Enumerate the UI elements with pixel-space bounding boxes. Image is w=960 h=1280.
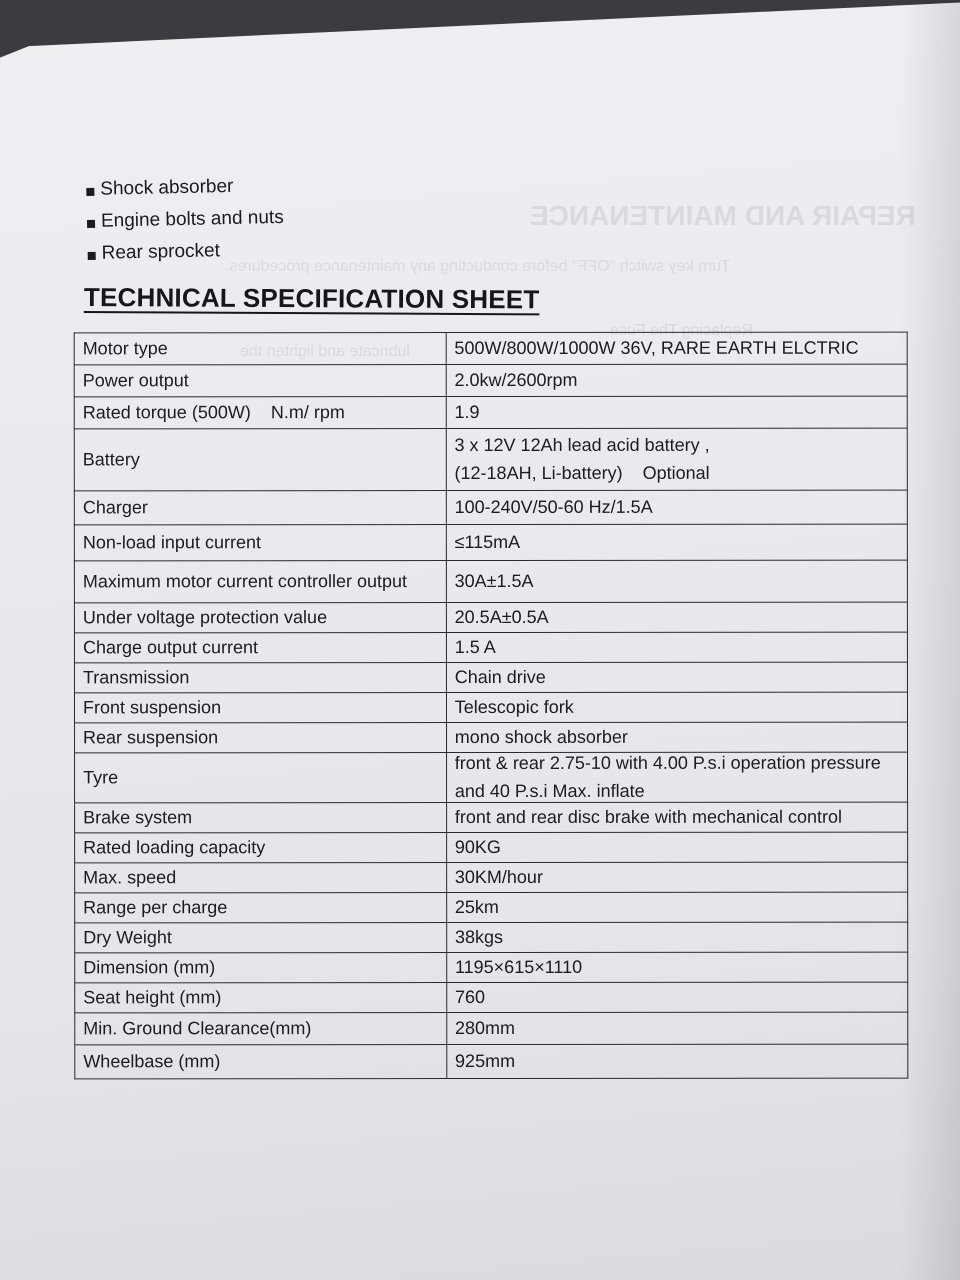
spec-value (446, 364, 907, 396)
spec-row (75, 832, 908, 863)
spec-row (74, 632, 907, 663)
spec-value (446, 524, 907, 560)
spec-value (446, 560, 907, 602)
spec-row (74, 364, 907, 397)
spec-row (75, 982, 908, 1013)
spec-label: Min. Ground Clearance(mm) (75, 1013, 447, 1045)
spec-value (446, 802, 907, 832)
bullet-text: Shock absorber (100, 175, 234, 200)
spec-value (447, 1012, 908, 1044)
spec-label: Charge output current (74, 633, 446, 663)
spec-value-line: 925mm (455, 1050, 516, 1071)
spec-label: Rear suspension (75, 723, 447, 753)
bullet-list (86, 170, 285, 270)
spec-value (447, 1044, 908, 1078)
spec-label: Dry Weight (75, 923, 447, 953)
spec-value (446, 862, 907, 892)
spec-label: Max. speed (75, 863, 447, 893)
spec-label: Wheelbase (mm) (75, 1045, 447, 1079)
spec-label: Transmission (74, 663, 446, 693)
spec-row (74, 662, 907, 693)
spec-value-line: 38kgs (454, 926, 503, 947)
spec-row (75, 862, 908, 893)
bullet-text: Rear sprocket (101, 240, 221, 264)
spec-row (75, 1012, 908, 1045)
spec-value (446, 752, 907, 803)
spec-label: Seat height (mm) (75, 983, 447, 1013)
spec-value-line: 30KM/hour (454, 866, 543, 887)
bullet-square-icon (88, 252, 96, 260)
spec-label: Rated torque (500W) N.m/ rpm (74, 397, 446, 429)
bullet-item (87, 234, 284, 270)
spec-value (446, 332, 907, 364)
spec-value-line: and 40 P.s.i Max. inflate (454, 780, 645, 801)
spec-label: Brake system (75, 803, 447, 833)
spec-row (74, 560, 907, 603)
bullet-square-icon (86, 188, 94, 196)
spec-value (446, 632, 907, 662)
spec-value (446, 490, 907, 524)
spec-label: Rated loading capacity (75, 833, 447, 863)
spec-value-line: 1195×615×1110 (454, 956, 583, 977)
spec-table (74, 332, 909, 1080)
spec-label: Charger (74, 491, 446, 525)
spec-value (446, 982, 907, 1012)
spec-value (446, 602, 907, 632)
spec-value (446, 832, 907, 862)
page-title: TECHNICAL SPECIFICATION SHEET (83, 282, 540, 315)
spec-value-line: Telescopic fork (454, 696, 574, 717)
spec-label: Motor type (74, 333, 446, 365)
spec-row (75, 802, 908, 833)
spec-value-line: 30A±1.5A (454, 570, 534, 591)
spec-value (446, 428, 907, 490)
spec-row (74, 490, 907, 525)
spec-label: Non-load input current (74, 525, 446, 561)
spec-value-line: front and rear disc brake with mechanical control (454, 806, 843, 827)
spec-value-line: 20.5A±0.5A (454, 606, 549, 627)
bullet-text: Engine bolts and nuts (100, 206, 284, 232)
spec-label: Front suspension (74, 693, 446, 723)
spec-value-line: Chain drive (454, 666, 546, 687)
spec-row (74, 524, 907, 561)
spec-value-line: 760 (454, 986, 486, 1007)
spec-row (75, 722, 908, 753)
bullet-square-icon (87, 220, 95, 228)
spec-label: Power output (74, 365, 446, 397)
spec-label: Tyre (75, 753, 447, 804)
spec-row (75, 922, 908, 953)
spec-value-line: 500W/800W/1000W 36V, RARE EARTH ELCTRIC (454, 337, 859, 358)
spec-value (446, 952, 907, 982)
spec-value-line: 100-240V/50-60 Hz/1.5A (454, 496, 653, 517)
spec-row (74, 396, 907, 429)
spec-value-line: (12-18AH, Li-battery) Optional (454, 462, 710, 483)
spec-label: Range per charge (75, 893, 447, 923)
spec-row (74, 428, 907, 491)
spec-value (446, 922, 907, 952)
spec-value-line: 3 x 12V 12Ah lead acid battery , (454, 434, 710, 455)
spec-row (75, 1044, 908, 1079)
spec-value-line: front & rear 2.75-10 with 4.00 P.s.i operation pressure (454, 752, 881, 774)
spec-value (446, 396, 907, 428)
spec-value (446, 722, 907, 752)
bullet-item (86, 170, 283, 206)
spec-label: Battery (74, 429, 446, 491)
spec-value-line: 90KG (454, 836, 501, 857)
spec-value-line: 2.0kw/2600rpm (454, 369, 578, 390)
spec-value-line: 25km (454, 896, 499, 917)
spec-row (74, 332, 907, 365)
spec-value (446, 892, 907, 922)
spec-value (446, 662, 907, 692)
spec-value-line: ≤115mA (454, 531, 521, 552)
spec-label: Maximum motor current controller output (74, 561, 446, 603)
spec-row (74, 602, 907, 633)
spec-value (446, 692, 907, 722)
bullet-item (87, 202, 284, 238)
spec-value-line: 1.9 (454, 401, 480, 422)
spec-row (75, 752, 908, 803)
spec-row (75, 892, 908, 923)
spec-label: Under voltage protection value (74, 603, 446, 633)
spec-value-line: mono shock absorber (454, 726, 628, 747)
spec-value-line: 1.5 A (454, 636, 496, 657)
spec-label: Dimension (mm) (75, 953, 447, 983)
spec-row (74, 692, 907, 723)
spec-value-line: 280mm (455, 1017, 516, 1038)
spec-row (75, 952, 908, 983)
